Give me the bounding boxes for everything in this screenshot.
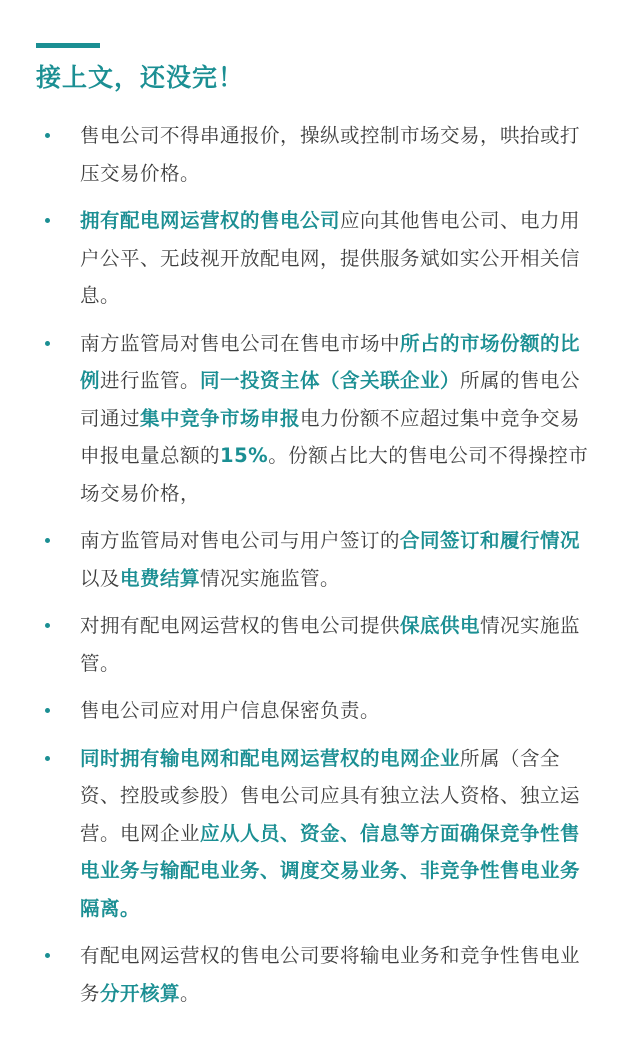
bullet-item — [0, 325, 640, 513]
bullet-dot-icon — [45, 218, 50, 223]
bullet-dot-icon — [45, 756, 50, 761]
bullet-item — [0, 607, 640, 682]
highlighted-text: 应从人员、资金、信息等方面确保竞争性售电业务与输配电业务、调度交易业务、非竞争性售电业务隔离。 — [80, 821, 581, 920]
bullet-item — [0, 522, 640, 597]
body-text: 南方监管局对售电公司与用户签订的 — [80, 529, 401, 552]
highlighted-text: 同时拥有输电网和配电网运营权的电网企业 — [80, 746, 461, 770]
bullet-item — [0, 202, 640, 315]
highlighted-text: 集中竞争市场申报 — [140, 406, 301, 430]
body-text: 所属的售电公司通过 — [80, 369, 581, 430]
body-text: 有配电网运营权的售电公司要将输电业务和竞争性售电业务 — [80, 944, 581, 1005]
body-text: 南方监管局对售电公司在售电市场中 — [80, 331, 401, 355]
bullet-dot-icon — [45, 133, 50, 138]
bullet-item — [0, 937, 640, 1012]
bullet-list — [0, 117, 640, 1022]
body-text: 。份额占比大的售电公司不得操控市场交易价格， — [80, 444, 589, 505]
body-text: 情况实施监管。 — [80, 614, 581, 675]
highlighted-text: 拥有配电网运营权的售电公司 — [80, 209, 341, 232]
body-text: 电力份额不应超过集中竞争交易申报电量总额的 — [80, 406, 581, 467]
body-text: 进行监管。 — [100, 369, 201, 392]
highlighted-text: 15% — [220, 444, 269, 467]
bullet-dot-icon — [45, 708, 50, 713]
highlighted-text: 所占的市场份额的比例 — [80, 331, 581, 392]
highlighted-text: 同一投资主体（含关联企业） — [200, 369, 461, 392]
highlighted-text: 合同签订和履行情况 — [400, 529, 581, 552]
bullet-dot-icon — [45, 953, 50, 958]
body-text: 。 — [180, 981, 201, 1005]
bullet-item — [0, 740, 640, 928]
bullet-dot-icon — [45, 623, 50, 628]
body-text: 应向其他售电公司、电力用户公平、无歧视开放配电网，提供服务斌如实公开相关信息。 — [80, 209, 581, 307]
body-text: 所属（含全资、控股或参股）售电公司应具有独立法人资格、独立运营。电网企业 — [80, 746, 581, 845]
highlighted-text: 分开核算 — [100, 981, 181, 1005]
bullet-dot-icon — [45, 341, 50, 346]
section-heading: 接上文，还没完！ — [36, 63, 245, 92]
body-text: 以及 — [80, 566, 121, 590]
body-text: 售电公司应对用户信息保密负责。 — [80, 699, 381, 722]
bullet-item — [0, 692, 640, 730]
body-text: 售电公司不得串通报价，操纵或控制市场交易，哄抬或打压交易价格。 — [80, 124, 581, 185]
highlighted-text: 电费结算 — [120, 566, 201, 590]
bullet-item — [0, 117, 640, 192]
highlighted-text: 保底供电 — [400, 614, 481, 637]
body-text: 对拥有配电网运营权的售电公司提供 — [80, 614, 401, 637]
body-text: 情况实施监管。 — [200, 566, 341, 590]
bullet-dot-icon — [45, 538, 50, 543]
heading-accent-bar — [36, 43, 100, 48]
